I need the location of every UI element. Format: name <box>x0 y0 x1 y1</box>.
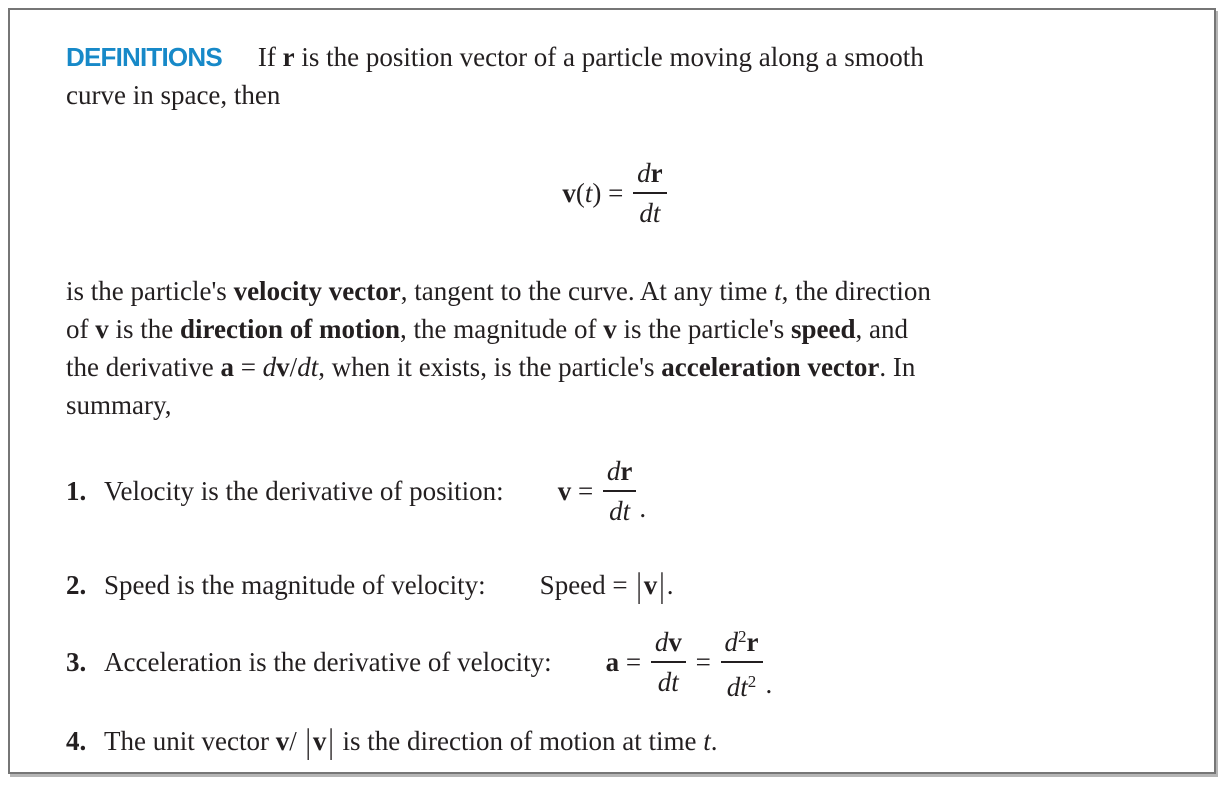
text-segment: The unit vector <box>104 726 276 756</box>
intro-text-1 <box>258 42 924 72</box>
text-segment: d <box>606 456 621 486</box>
text-segment: is the <box>108 314 180 344</box>
fraction <box>603 452 636 530</box>
text-segment: Acceleration is the derivative of velocity: <box>104 647 552 677</box>
text-segment: the derivative <box>66 352 221 382</box>
item-text <box>104 722 717 760</box>
fraction-numerator <box>603 452 636 492</box>
text-segment: d <box>724 627 739 657</box>
body-line-3 <box>66 348 1166 386</box>
body-paragraph <box>66 272 1166 424</box>
text-segment: = <box>619 647 648 677</box>
text-segment: d <box>609 496 623 526</box>
text-segment: | <box>636 565 642 605</box>
text-segment: r <box>620 456 633 486</box>
fraction-numerator <box>633 154 666 194</box>
text-segment: 2 <box>747 672 757 691</box>
text-segment: summary, <box>66 390 172 420</box>
text-segment: d <box>657 667 672 697</box>
fraction-denominator <box>633 194 666 232</box>
text-segment: d <box>639 198 653 228</box>
definition-box <box>8 8 1216 774</box>
text-segment: 2 <box>738 627 747 646</box>
text-segment: t <box>671 667 679 697</box>
fraction-numerator <box>651 623 686 663</box>
text-segment: is the direction of motion at time <box>335 726 704 756</box>
text-segment: . In <box>879 352 916 382</box>
text-segment: r <box>282 42 295 72</box>
text-segment: , and <box>855 314 909 344</box>
text-segment: t <box>703 726 711 756</box>
item-text <box>104 643 552 681</box>
text-segment: . <box>765 669 773 699</box>
text-segment: | <box>305 721 311 761</box>
fraction <box>721 618 763 706</box>
text-segment: t <box>584 178 593 208</box>
text-segment: d <box>637 158 651 188</box>
item-number: 1. <box>66 476 87 506</box>
text-segment: Speed is the magnitude of velocity: <box>104 570 486 600</box>
text-segment: is the position vector of a particle moving along a smooth <box>294 42 924 72</box>
summary-item-direction <box>66 722 1166 760</box>
text-segment: . <box>666 570 674 600</box>
body-line-1 <box>66 272 1166 310</box>
definitions-heading: DEFINITIONS <box>66 42 222 72</box>
fraction-denominator <box>721 663 763 706</box>
text-segment: t <box>774 276 782 306</box>
item-formula <box>558 452 646 530</box>
text-segment: / <box>289 726 304 756</box>
text-segment: | <box>328 721 334 761</box>
text-segment: , the direction <box>781 276 931 306</box>
text-segment: v <box>603 314 617 344</box>
intro-line-2 <box>66 76 1166 114</box>
text-segment: acceleration vector <box>661 352 880 382</box>
fraction <box>633 154 666 232</box>
item-formula <box>606 618 773 706</box>
text-segment: ) = <box>592 178 631 208</box>
text-segment: | <box>659 565 665 605</box>
text-segment: v <box>312 726 327 756</box>
text-segment: speed <box>791 314 856 344</box>
text-segment: If <box>257 42 283 72</box>
text-segment: t <box>740 672 748 702</box>
text-segment: v <box>95 314 109 344</box>
text-segment: t <box>652 198 661 228</box>
text-segment: is the particle's <box>66 276 234 306</box>
summary-item-acceleration <box>66 618 1166 706</box>
body-line-4 <box>66 386 1166 424</box>
text-segment: . <box>639 493 647 523</box>
fraction-denominator <box>603 492 636 530</box>
summary-item-speed <box>66 566 1166 604</box>
text-segment: r <box>746 627 759 657</box>
text-segment: / <box>289 352 298 382</box>
text-segment: t <box>622 496 631 526</box>
fraction-numerator <box>721 618 763 663</box>
summary-item-velocity <box>66 452 1166 530</box>
text-segment: v <box>668 627 682 657</box>
text-segment: a <box>605 647 620 677</box>
fraction-denominator <box>651 663 686 701</box>
item-number: 3. <box>66 647 87 677</box>
item-text <box>104 566 486 604</box>
fraction <box>651 623 686 701</box>
body-line-2 <box>66 310 1166 348</box>
item-number: 2. <box>66 570 87 600</box>
text-segment: v <box>275 726 290 756</box>
intro-line-1 <box>66 38 1166 76</box>
text-segment: d <box>726 672 741 702</box>
item-text <box>104 472 504 510</box>
text-segment: Speed = <box>539 570 635 600</box>
text-segment: = <box>233 352 263 382</box>
text-segment: , when it exists, is the particle's <box>318 352 662 382</box>
text-segment: d <box>262 352 277 382</box>
text-segment: t <box>310 352 319 382</box>
text-segment: is the particle's <box>616 314 792 344</box>
text-segment: , the magnitude of <box>399 314 604 344</box>
item-number: 4. <box>66 726 87 756</box>
text-segment: ( <box>575 178 585 208</box>
text-segment: d <box>654 627 669 657</box>
velocity-equation <box>66 154 1166 232</box>
text-segment: Velocity is the derivative of position: <box>104 476 504 506</box>
text-segment: of <box>66 314 96 344</box>
text-segment: curve in space, then <box>66 80 281 110</box>
text-segment: . <box>710 726 718 756</box>
text-segment: v <box>276 352 290 382</box>
text-segment: r <box>650 158 663 188</box>
text-segment: velocity vector <box>233 276 401 306</box>
text-segment: v <box>557 476 572 506</box>
text-segment: d <box>297 352 311 382</box>
text-segment: v <box>562 178 576 208</box>
text-segment: a <box>220 352 234 382</box>
text-segment: = <box>571 476 600 506</box>
text-segment: , tangent to the curve. At any time <box>400 276 775 306</box>
item-formula <box>540 566 674 604</box>
text-segment: v <box>643 570 658 600</box>
text-segment: direction of motion <box>180 314 400 344</box>
text-segment: = <box>688 647 718 677</box>
